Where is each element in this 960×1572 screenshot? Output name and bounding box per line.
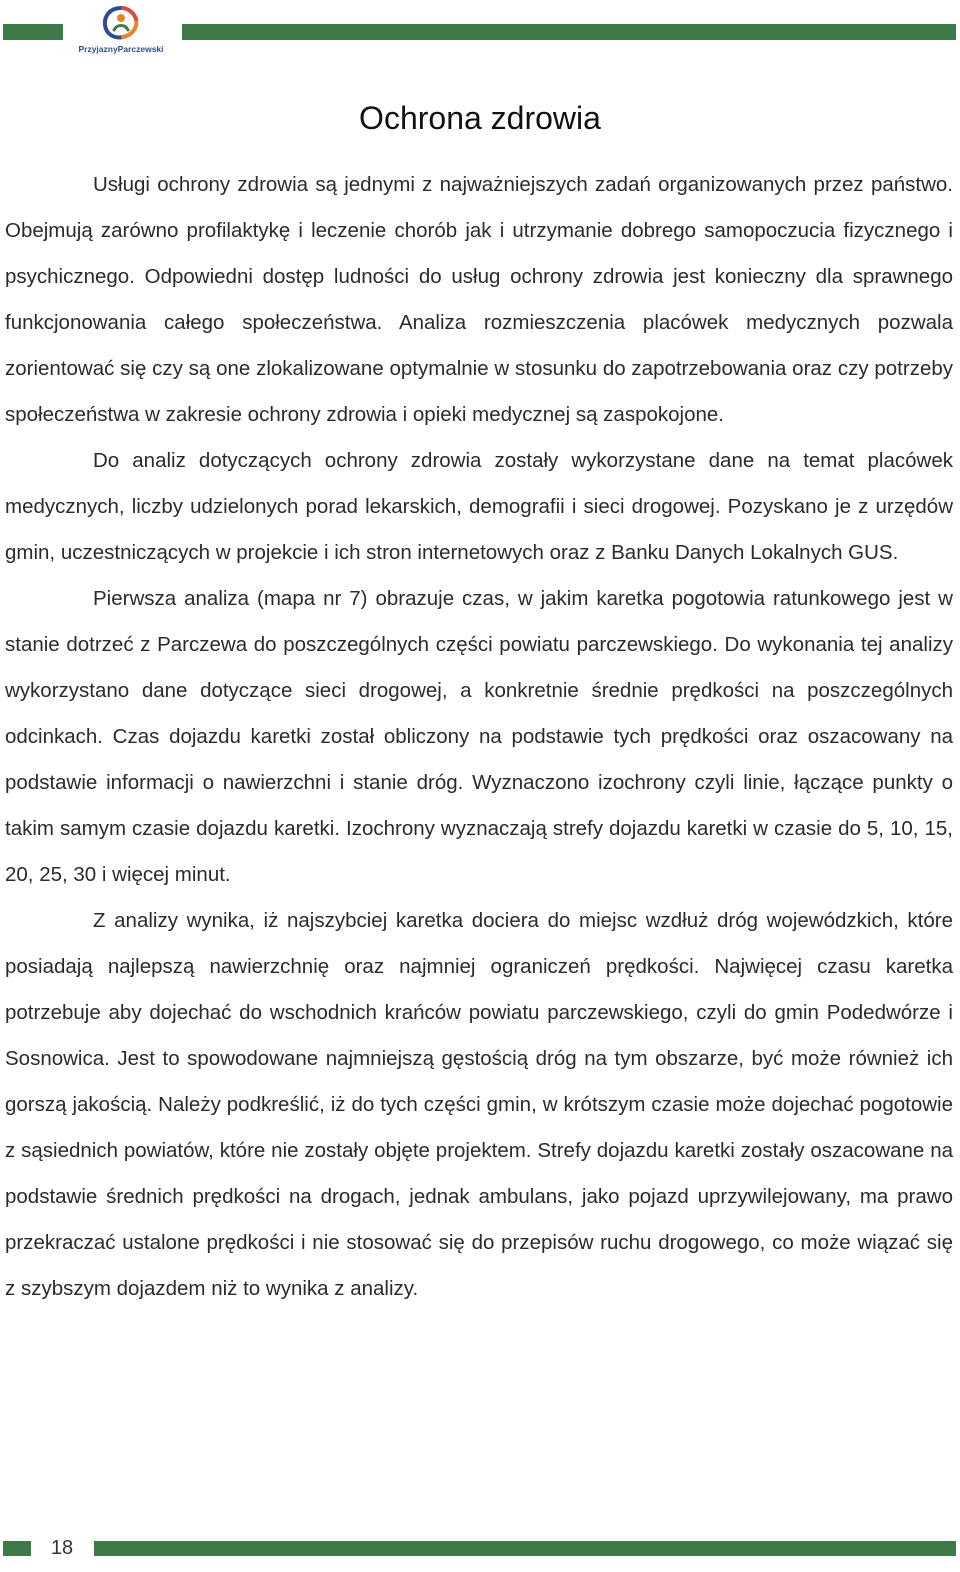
footer-bar-left [3,1541,31,1556]
logo [76,4,166,56]
paragraph: Do analiz dotyczących ochrony zdrowia zostały wykorzystane dane na temat placówek medycznych, liczby udzielonych porad lekarskich, demografii i sieci drogowej. Pozyskano je z urzędów gmin, uczestniczących w projekcie i ich stron internetowych oraz z Banku Danych Lokalnych GUS. [5,449,953,564]
paragraph: Pierwsza analiza (mapa nr 7) obrazuje czas, w jakim karetka pogotowia ratunkowego jest w stanie dotrzeć z Parczewa do poszczególnych części powiatu parczewskiego. Do wykonania tej analizy wykorzystano dane dotyczące sieci drogowej, a konkretnie średnie prędkości na poszczególnych odcinkach. Czas dojazdu karetki został obliczony na podstawie tych prędkości oraz oszacowany na podstawie informacji o nawierzchni i stanie dróg. Wyznaczono izochrony czyli linie, łączące punkty o takim samym czasie dojazdu karetki. Izochrony wyznaczają strefy dojazdu karetki w czasie do 5, 10, 15, 20, 25, 30 i więcej minut. [5,587,953,886]
paragraph: Z analizy wynika, iż najszybciej karetka dociera do miejsc wzdłuż dróg wojewódzkich, które posiadają najlepszą nawierzchnię oraz najmniej ograniczeń prędkości. Najwięcej czasu karetka potrzebuje aby dojechać do wschodnich krańców powiatu parczewskiego, czyli do gmin Podedwórze i Sosnowica. Jest to spowodowane najmniejszą gęstością dróg na tym obszarze, być może również ich gorszą jakością. Należy podkreślić, iż do tych części gmin, w krótszym czasie może dojechać pogotowie z sąsiednich powiatów, które nie zostały objęte projektem. Strefy dojazdu karetki zostały oszacowane na podstawie średnich prędkości na drogach, jednak ambulans, jako pojazd uprzywilejowany, ma prawo przekraczać ustalone prędkości i nie stosować się do przepisów ruchu drogowego, co może wiązać się z szybszym dojazdem niż to wynika z analizy. [5,909,953,1300]
logo-text: PrzyjaznyParczewski [78,44,164,54]
page-number: 18 [50,1537,74,1559]
page-title: Ochrona zdrowia [359,100,601,136]
header-bar-right [182,24,956,40]
paragraph: Usługi ochrony zdrowia są jednymi z najważniejszych zadań organizowanych przez państwo. Obejmują zarówno profilaktykę i leczenie chorób jak i utrzymanie dobrego samopoczucia fizycznego i psychicznego. Odpowiedni dostęp ludności do usług ochrony zdrowia jest konieczny dla sprawnego funkcjonowania całego społeczeństwa. Analiza rozmieszczenia placówek medycznych pozwala zorientować się czy są one zlokalizowane optymalnie w stosunku do zapotrzebowania oraz czy potrzeby społeczeństwa w zakresie ochrony zdrowia i opieki medycznej są zaspokojone. [5,173,953,426]
body-text [5,162,953,1312]
header-bar-left [3,24,63,40]
footer-bar-right [94,1541,956,1556]
logo-emblem-icon [94,4,148,42]
